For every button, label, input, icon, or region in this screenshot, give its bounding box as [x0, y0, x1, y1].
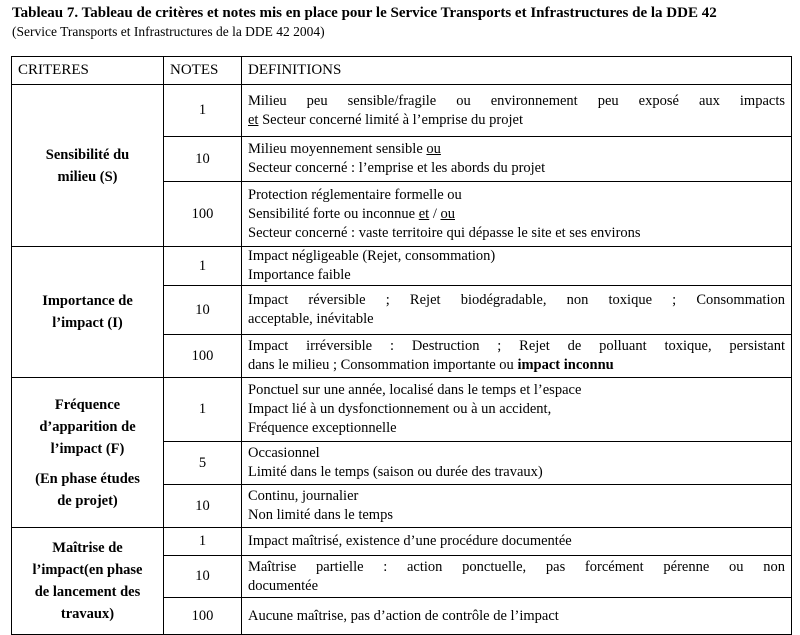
criterion-subtext-line: (En phase études — [35, 470, 140, 487]
definition-text: Sensibilité forte ou inconnue — [248, 205, 419, 222]
definition-line: Fréquence exceptionnelle — [248, 420, 397, 436]
underlined-word: ou — [426, 141, 441, 157]
criterion-subtext — [18, 468, 157, 512]
criterion-text: d’apparition de — [39, 418, 136, 435]
criterion-cell — [12, 378, 164, 528]
criterion-text: Sensibilité du — [45, 146, 130, 163]
note-cell: 10 — [164, 556, 242, 598]
note-cell: 100 — [164, 182, 242, 247]
definition-line: Aucune maîtrise, pas d’action de contrôle de l’impact — [248, 607, 559, 624]
header-notes: NOTES — [164, 57, 242, 85]
definition-cell — [242, 485, 792, 528]
definition-text: / — [429, 205, 441, 222]
caption-source: (Service Transports et Infrastructures de la DDE 42 2004) — [12, 24, 325, 39]
underlined-word: et — [418, 205, 430, 222]
criterion-text: l’impact (F) — [50, 440, 125, 457]
definition-line: documentée — [248, 577, 319, 594]
criteria-table — [11, 56, 792, 635]
definition-line: Secteur concerné : l’emprise et les abords du projet — [248, 160, 546, 176]
definition-line: Occasionnel — [248, 445, 320, 461]
definition-cell — [242, 442, 792, 485]
criterion-text: Maîtrise de — [52, 540, 123, 556]
definition-line: Protection réglementaire formelle ou — [248, 186, 462, 203]
note-cell: 5 — [164, 442, 242, 485]
definition-line: Impact irréversible : Destruction ; Rejet de polluant toxique, persistant — [248, 338, 785, 354]
definition-cell — [242, 85, 792, 137]
definition-line: Impact négligeable (Rejet, consommation) — [248, 248, 496, 264]
table-row — [12, 247, 792, 286]
definition-cell — [242, 598, 792, 635]
definition-line: Maîtrise partielle : action ponctuelle, pas forcément pérenne ou non — [248, 558, 785, 575]
note-cell: 10 — [164, 137, 242, 182]
note-cell: 10 — [164, 485, 242, 528]
caption-title: Tableau 7. Tableau de critères et notes mis en place pour le Service Transports et Infrastructures de la DDE 42 — [12, 5, 717, 21]
criterion-text: Importance de — [42, 293, 133, 309]
criterion-text: milieu (S) — [57, 168, 118, 185]
bold-text: impact inconnu — [517, 357, 614, 373]
header-row — [12, 57, 792, 85]
definition-line: Limité dans le temps (saison ou durée des travaux) — [248, 464, 543, 480]
note-cell: 1 — [164, 528, 242, 556]
criterion-cell — [12, 247, 164, 378]
criterion-text: l’impact(en phase — [32, 562, 143, 578]
definition-line: Non limité dans le temps — [248, 507, 393, 523]
definition-line: Ponctuel sur une année, localisé dans le temps et l’espace — [248, 382, 582, 398]
definition-line — [248, 140, 785, 159]
definition-cell — [242, 182, 792, 247]
definition-cell — [242, 378, 792, 442]
definition-line: Importance faible — [248, 267, 351, 283]
definition-cell — [242, 137, 792, 182]
header-criteres: CRITERES — [12, 57, 164, 85]
note-cell: 1 — [164, 247, 242, 286]
table-row — [12, 528, 792, 556]
definition-line: Secteur concerné : vaste territoire qui dépasse le site et ses environs — [248, 224, 641, 241]
definition-line: Milieu peu sensible/fragile ou environnement peu exposé aux impacts — [248, 92, 785, 109]
definition-text: dans le milieu ; Consommation importante ou — [248, 357, 518, 373]
table-row — [12, 378, 792, 442]
note-cell: 1 — [164, 378, 242, 442]
criterion-text: Fréquence — [54, 396, 121, 413]
table-caption — [12, 4, 792, 40]
criterion-text: l’impact (I) — [52, 315, 123, 331]
header-definitions: DEFINITIONS — [242, 57, 792, 85]
definition-text: Secteur concerné limité à l’emprise du projet — [258, 111, 523, 128]
definition-line: Impact maîtrisé, existence d’une procédure documentée — [248, 533, 572, 549]
criterion-cell — [12, 85, 164, 247]
note-cell: 100 — [164, 598, 242, 635]
criterion-text: de lancement des — [34, 584, 141, 600]
definition-cell — [242, 528, 792, 556]
definition-cell — [242, 556, 792, 598]
note-cell: 100 — [164, 335, 242, 378]
criterion-text: travaux) — [60, 606, 115, 622]
underlined-word: et — [248, 111, 259, 128]
definition-line — [248, 356, 785, 375]
criterion-cell — [12, 528, 164, 635]
table-row — [12, 85, 792, 137]
definition-cell — [242, 247, 792, 286]
definition-line: Impact réversible ; Rejet biodégradable, non toxique ; Consommation — [248, 292, 785, 308]
definition-cell — [242, 335, 792, 378]
definition-cell — [242, 286, 792, 335]
definition-line: Continu, journalier — [248, 488, 359, 504]
definition-line — [248, 205, 785, 224]
definition-line: Impact lié à un dysfonctionnement ou à un accident, — [248, 401, 552, 417]
definition-line — [248, 111, 785, 130]
definition-line: acceptable, inévitable — [248, 311, 374, 327]
note-cell: 1 — [164, 85, 242, 137]
underlined-word: ou — [440, 205, 455, 222]
note-cell: 10 — [164, 286, 242, 335]
criterion-subtext-line: de projet) — [57, 492, 118, 509]
definition-text: Milieu moyennement sensible — [248, 141, 427, 157]
